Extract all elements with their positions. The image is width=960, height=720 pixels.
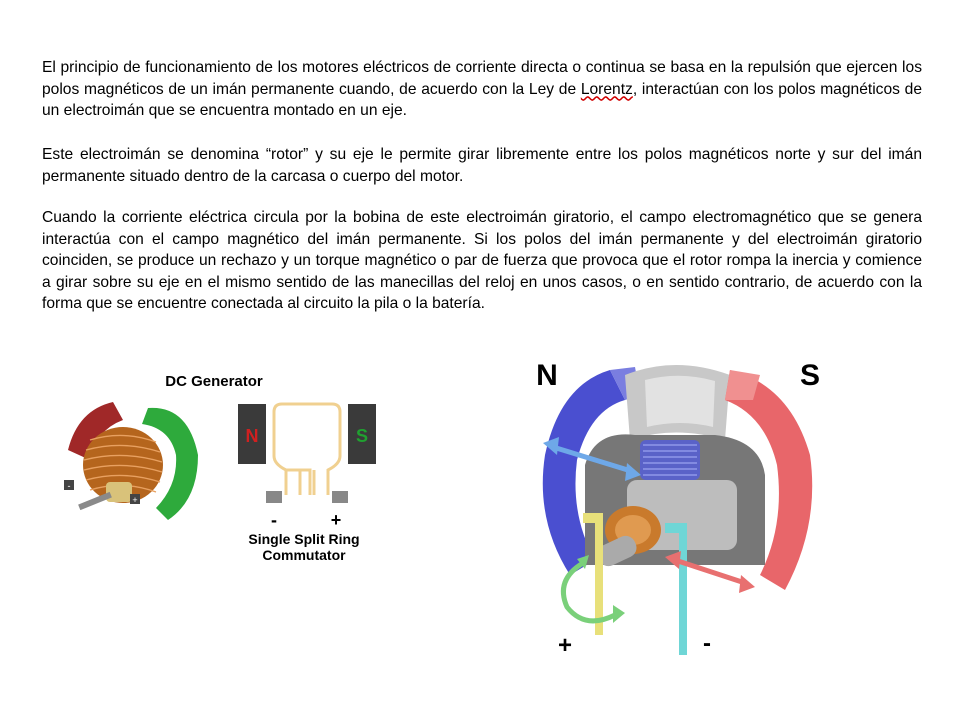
brush-left [266,491,282,503]
generator-minus-label: - [271,510,277,530]
generator-plus-label: + [330,510,342,530]
rotation-arrow [563,563,615,621]
brush-right [332,491,348,503]
svg-text:+: + [132,495,138,505]
split-ring-schematic [238,404,376,563]
motor-cutaway-illustration [515,345,835,665]
svg-text:-: - [67,481,71,491]
dc-generator-figure [38,360,398,570]
paragraph-3: Cuando la corriente eléctrica circula por la bobina de este electroimán giratorio, el campo electromagnético que se genera interactúa con el campo magnético del imán permanente. Si los polos del imán permanente y del electroimán giratorio coinciden, se produce un rechazo y un torque magnético o par de fuerza que provoca que el rotor rompa la inercia y comience a girar sobre su eje en el mismo sentido de las manecillas del reloj en unos casos, o en sentido contrario, de acuerdo con la forma que se encuentre conectada al circuito la pila o la batería. [42,209,922,312]
motor-plus-label: + [557,632,573,659]
generator-caption-line2: Commutator [262,547,346,563]
dc-generator-title: DC Generator [165,373,263,390]
paragraph-2: Este electroimán se denomina “rotor” y su eje le permite girar libremente entre los polos magnéticos norte y sur del imán permanente situado dentro de la carcasa o cuerpo del motor. [42,146,922,185]
generator-south-label: S [355,426,369,446]
armature-loop [274,404,340,495]
dc-generator-illustration [38,360,398,570]
motor-south-label: S [799,359,821,392]
dc-motor-drawing [64,402,198,520]
motor-minus-label: - [703,630,711,657]
paragraph-1 [42,57,922,122]
generator-caption-line1: Single Split Ring [248,531,360,547]
paragraph-1-text-b: , interactúan con los polos magnéticos de un electroimán que se encuentra montado en un eje. [42,80,922,119]
dc-motor-diagram [515,345,835,665]
spellcheck-flagged-word[interactable]: Lorentz [580,80,633,98]
paragraph-1-text-a: El principio de funcionamiento de los motores eléctricos de corriente directa o continua se basa en la repulsión que ejercen los polos magnéticos de un imán permanente cuando, de acuerdo con la Ley de [42,59,922,98]
motor-north-label: N [536,359,558,392]
generator-north-label: N [245,426,259,446]
